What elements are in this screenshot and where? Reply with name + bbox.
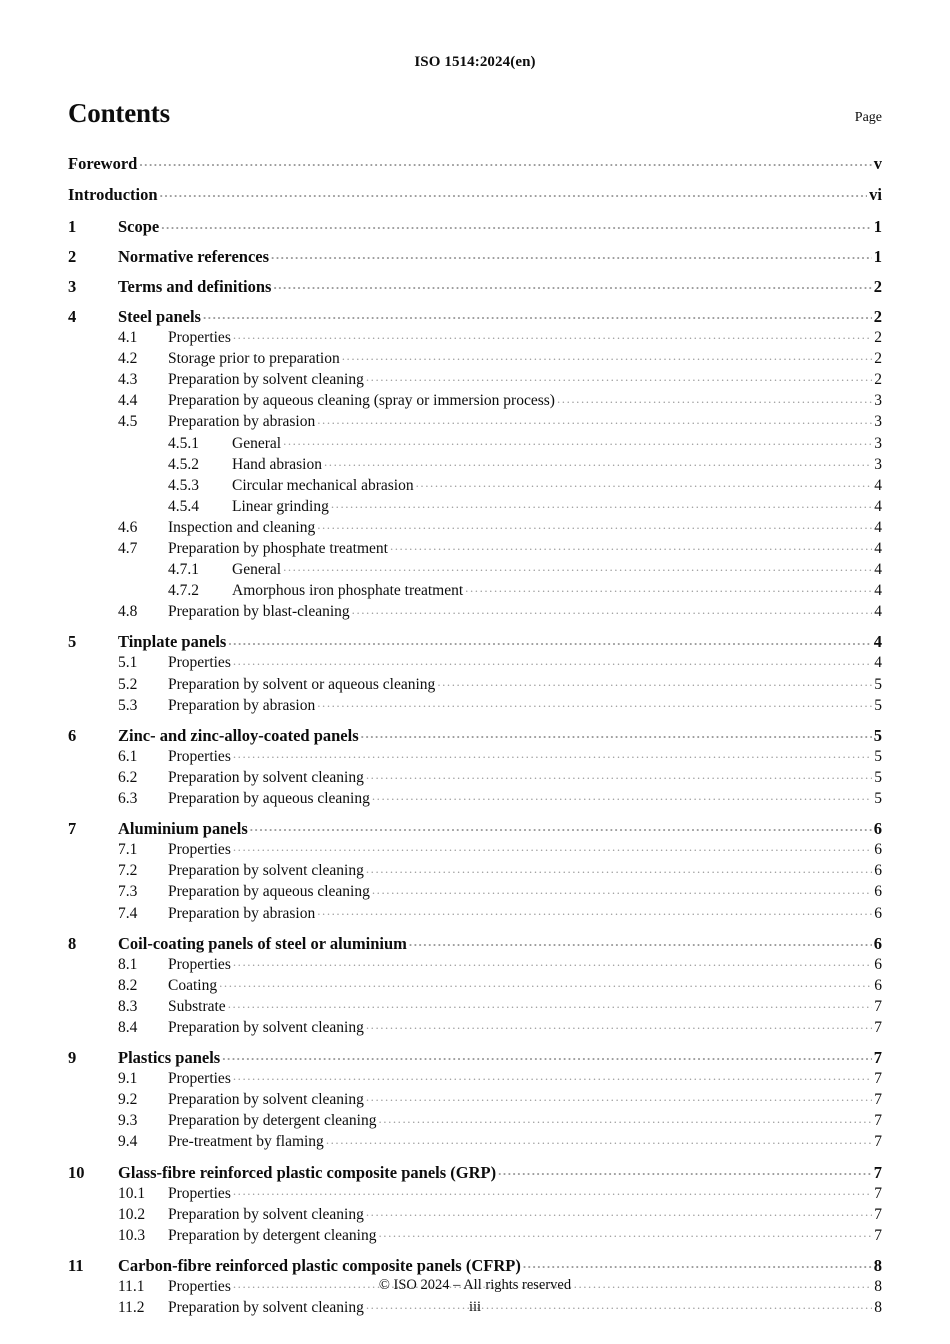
copyright-notice: © ISO 2024 – All rights reserved bbox=[378, 1277, 572, 1293]
toc-entry[interactable] bbox=[68, 390, 882, 411]
toc-entry[interactable] bbox=[68, 453, 882, 474]
toc-entry[interactable] bbox=[68, 184, 882, 205]
toc-entry-title: Glass-fibre reinforced plastic composite panels (GRP) bbox=[118, 1162, 497, 1182]
toc-entry-page-number: 7 bbox=[874, 1184, 882, 1202]
toc-entry[interactable] bbox=[68, 881, 882, 902]
toc-entry-title: Steel panels bbox=[118, 306, 201, 326]
toc-entry-title: Preparation by abrasion bbox=[168, 904, 316, 922]
toc-entry-page-number: 7 bbox=[874, 1133, 882, 1151]
toc-leader-dots bbox=[326, 1131, 872, 1147]
toc-entry[interactable] bbox=[68, 1131, 882, 1152]
toc-entry-title: Preparation by solvent cleaning bbox=[168, 1018, 364, 1036]
toc-entry-title: Preparation by solvent cleaning bbox=[168, 1091, 364, 1109]
toc-entry[interactable] bbox=[68, 1254, 882, 1275]
toc-entry-title: Properties bbox=[168, 329, 231, 347]
toc-entry[interactable] bbox=[68, 974, 882, 995]
toc-entry-title: Preparation by solvent or aqueous cleaning bbox=[168, 675, 436, 693]
toc-entry-page-number: 7 bbox=[874, 1091, 882, 1109]
toc-entry-page-number: 5 bbox=[874, 790, 882, 808]
toc-entry-page-number: 4 bbox=[874, 654, 882, 672]
toc-entry[interactable] bbox=[68, 932, 882, 953]
toc-entry-number: 6.3 bbox=[118, 790, 138, 808]
toc-entry[interactable] bbox=[68, 766, 882, 787]
toc-entry-number: 5.2 bbox=[118, 675, 138, 693]
running-header: ISO 1514:2024(en) bbox=[414, 54, 536, 70]
toc-leader-dots bbox=[498, 1161, 872, 1178]
toc-entry-page-number: 2 bbox=[874, 371, 882, 389]
toc-entry-number: 9 bbox=[68, 1048, 77, 1068]
toc-entry-page-number: 6 bbox=[874, 841, 882, 859]
toc-entry[interactable] bbox=[68, 1068, 882, 1089]
toc-entry-number: 4.5.4 bbox=[168, 497, 199, 515]
toc-entry-page-number: v bbox=[873, 153, 882, 173]
toc-leader-dots bbox=[523, 1254, 872, 1271]
toc-leader-dots bbox=[366, 1089, 872, 1105]
toc-entry[interactable] bbox=[68, 1016, 882, 1037]
toc-leader-dots bbox=[342, 348, 873, 364]
toc-entry-page-number: 2 bbox=[874, 329, 882, 347]
toc-entry-page-number: 5 bbox=[874, 675, 882, 693]
toc-leader-dots bbox=[366, 860, 872, 876]
toc-entry-title: Preparation by solvent cleaning bbox=[168, 1205, 364, 1223]
toc-entry-title: Preparation by solvent cleaning bbox=[168, 371, 364, 389]
toc-entry-title: General bbox=[232, 434, 282, 452]
toc-leader-dots bbox=[324, 453, 872, 469]
toc-entry-page-number: 6 bbox=[874, 883, 882, 901]
toc-entry-title: Substrate bbox=[168, 997, 226, 1015]
toc-entry-title: Circular mechanical abrasion bbox=[232, 476, 414, 494]
toc-entry-number: 3 bbox=[68, 276, 77, 296]
toc-entry-page-number: 7 bbox=[874, 1226, 882, 1244]
toc-entry-title: Properties bbox=[168, 1184, 231, 1202]
toc-entry-number: 9.4 bbox=[118, 1133, 138, 1151]
toc-entry-number: 8 bbox=[68, 933, 77, 953]
toc-entry[interactable] bbox=[68, 369, 882, 390]
toc-leader-dots bbox=[222, 1047, 872, 1064]
toc-entry-number: 7.1 bbox=[118, 841, 138, 859]
toc-entry-number: 10.1 bbox=[118, 1184, 146, 1202]
toc-entry-number: 4.7.2 bbox=[168, 582, 199, 600]
toc-entry-number: 7.2 bbox=[118, 862, 138, 880]
toc-entry-title: Hand abrasion bbox=[232, 455, 322, 473]
toc-entry[interactable] bbox=[68, 1203, 882, 1224]
toc-entry-number: 6 bbox=[68, 725, 77, 745]
toc-leader-dots bbox=[465, 580, 872, 596]
toc-leader-dots bbox=[372, 881, 872, 897]
toc-leader-dots bbox=[361, 724, 872, 741]
toc-entry-page-number: 6 bbox=[874, 955, 882, 973]
toc-entry-number: 7 bbox=[68, 819, 77, 839]
toc-entry-title: Preparation by solvent cleaning bbox=[168, 768, 364, 786]
toc-entry-page-number: 4 bbox=[873, 632, 882, 652]
toc-entry-number: 6.1 bbox=[118, 747, 138, 765]
toc-entry[interactable] bbox=[68, 839, 882, 860]
toc-entry-title: Storage prior to preparation bbox=[168, 350, 340, 368]
toc-leader-dots bbox=[317, 516, 872, 532]
toc-entry-page-number: 5 bbox=[874, 768, 882, 786]
toc-entry[interactable] bbox=[68, 580, 882, 601]
toc-leader-dots bbox=[366, 766, 872, 782]
contents-title-row bbox=[68, 97, 882, 133]
table-of-contents bbox=[68, 152, 882, 1318]
toc-entry-title: Carbon-fibre reinforced plastic composite panels (CFRP) bbox=[118, 1255, 521, 1275]
toc-leader-dots bbox=[352, 601, 873, 617]
toc-entry-page-number: 8 bbox=[874, 1278, 882, 1295]
toc-entry[interactable] bbox=[68, 327, 882, 348]
toc-leader-dots bbox=[366, 1016, 872, 1032]
toc-entry-number: 8.1 bbox=[118, 955, 138, 973]
toc-leader-dots bbox=[273, 275, 871, 292]
toc-leader-dots bbox=[203, 305, 872, 322]
toc-entry-page-number: 7 bbox=[873, 1162, 882, 1182]
toc-entry[interactable] bbox=[68, 694, 882, 715]
toc-leader-dots bbox=[233, 1182, 872, 1198]
toc-entry-title: Zinc- and zinc-alloy-coated panels bbox=[118, 725, 359, 745]
toc-entry-page-number: 7 bbox=[874, 997, 882, 1015]
toc-entry[interactable] bbox=[68, 348, 882, 369]
toc-leader-dots bbox=[233, 652, 872, 668]
toc-leader-dots bbox=[139, 152, 871, 169]
toc-leader-dots bbox=[271, 245, 872, 262]
toc-entry-number: 4.7.1 bbox=[168, 561, 199, 579]
toc-entry-title: Properties bbox=[168, 1070, 231, 1088]
toc-entry-page-number: 3 bbox=[874, 392, 882, 410]
toc-entry[interactable] bbox=[68, 995, 882, 1016]
toc-entry[interactable] bbox=[68, 474, 882, 495]
toc-entry-page-number: 7 bbox=[874, 1070, 882, 1088]
toc-entry-title: Preparation by aqueous cleaning (spray or immersion process) bbox=[168, 392, 555, 410]
toc-entry-number: 4.3 bbox=[118, 371, 138, 389]
toc-leader-dots bbox=[283, 432, 872, 448]
toc-entry-page-number: 4 bbox=[874, 497, 882, 515]
toc-entry-page-number: 7 bbox=[874, 1112, 882, 1130]
toc-entry-title: General bbox=[232, 561, 282, 579]
toc-entry-page-number: 6 bbox=[874, 862, 882, 880]
toc-entry-number: 9.3 bbox=[118, 1112, 138, 1130]
toc-leader-dots bbox=[160, 184, 868, 201]
toc-leader-dots bbox=[233, 953, 872, 969]
toc-leader-dots bbox=[233, 839, 872, 855]
toc-leader-dots bbox=[283, 559, 872, 575]
toc-leader-dots bbox=[228, 631, 871, 648]
toc-leader-dots bbox=[250, 818, 872, 835]
toc-entry-number: 6.2 bbox=[118, 768, 138, 786]
toc-entry-title: Amorphous iron phosphate treatment bbox=[232, 582, 464, 600]
toc-entry[interactable] bbox=[68, 215, 882, 236]
toc-entry-page-number: 5 bbox=[873, 725, 882, 745]
toc-entry-number: 7.3 bbox=[118, 883, 138, 901]
toc-entry-title: Properties bbox=[168, 841, 231, 859]
toc-entry-page-number: 5 bbox=[874, 696, 882, 714]
toc-entry-title: Properties bbox=[168, 955, 231, 973]
toc-entry-title: Preparation by abrasion bbox=[168, 413, 316, 431]
toc-leader-dots bbox=[416, 474, 873, 490]
toc-entry[interactable] bbox=[68, 745, 882, 766]
toc-entry-number: 1 bbox=[68, 216, 77, 236]
toc-leader-dots bbox=[233, 327, 872, 343]
toc-entry-page-number: 8 bbox=[874, 1299, 882, 1317]
toc-entry-page-number: 3 bbox=[874, 413, 882, 431]
toc-entry-title: Introduction bbox=[68, 185, 158, 205]
toc-entry-page-number: 3 bbox=[874, 434, 882, 452]
toc-entry-page-number: 5 bbox=[874, 747, 882, 765]
toc-entry-title: Properties bbox=[168, 1278, 231, 1295]
toc-entry-number: 2 bbox=[68, 246, 77, 266]
toc-entry-number: 11.2 bbox=[118, 1299, 145, 1317]
toc-entry-title: Preparation by detergent cleaning bbox=[168, 1226, 377, 1244]
toc-entry[interactable] bbox=[68, 538, 882, 559]
toc-entry-page-number: vi bbox=[869, 185, 882, 205]
toc-entry-number: 5 bbox=[68, 632, 77, 652]
toc-entry[interactable] bbox=[68, 631, 882, 652]
toc-entry[interactable] bbox=[68, 495, 882, 516]
toc-entry[interactable] bbox=[68, 601, 882, 622]
toc-entry[interactable] bbox=[68, 953, 882, 974]
toc-entry-title: Preparation by aqueous cleaning bbox=[168, 883, 370, 901]
toc-entry-number: 5.1 bbox=[118, 654, 138, 672]
toc-entry[interactable] bbox=[68, 516, 882, 537]
toc-entry-page-number: 1 bbox=[873, 216, 882, 236]
toc-entry-number: 10 bbox=[68, 1162, 85, 1182]
toc-entry[interactable] bbox=[68, 559, 882, 580]
toc-entry-number: 4.5 bbox=[118, 413, 138, 431]
toc-leader-dots bbox=[557, 390, 872, 406]
toc-entry[interactable] bbox=[68, 673, 882, 694]
toc-entry-title: Preparation by blast-cleaning bbox=[168, 603, 350, 621]
toc-entry-title: Aluminium panels bbox=[118, 819, 248, 839]
toc-entry[interactable] bbox=[68, 788, 882, 809]
toc-entry-title: Preparation by detergent cleaning bbox=[168, 1112, 377, 1130]
toc-entry-title: Properties bbox=[168, 654, 231, 672]
toc-entry-title: Coil-coating panels of steel or aluminium bbox=[118, 933, 407, 953]
toc-entry-page-number: 1 bbox=[873, 246, 882, 266]
toc-leader-dots bbox=[317, 902, 872, 918]
toc-entry[interactable] bbox=[68, 275, 882, 296]
toc-entry[interactable] bbox=[68, 1089, 882, 1110]
toc-entry-title: Normative references bbox=[118, 246, 270, 266]
toc-entry-page-number: 4 bbox=[874, 476, 882, 494]
toc-entry-number: 4.5.3 bbox=[168, 476, 199, 494]
toc-leader-dots bbox=[437, 673, 872, 689]
toc-entry-page-number: 2 bbox=[874, 350, 882, 368]
toc-leader-dots bbox=[219, 974, 872, 990]
toc-entry-title: Preparation by phosphate treatment bbox=[168, 540, 388, 557]
toc-entry-title: Linear grinding bbox=[232, 497, 329, 515]
toc-entry[interactable] bbox=[68, 860, 882, 881]
toc-entry-number: 10.3 bbox=[118, 1226, 146, 1244]
toc-entry-page-number: 2 bbox=[873, 276, 882, 296]
toc-entry-title: Properties bbox=[168, 747, 231, 765]
toc-entry-title: Inspection and cleaning bbox=[168, 518, 316, 536]
toc-leader-dots bbox=[366, 369, 872, 385]
toc-leader-dots bbox=[372, 788, 872, 804]
toc-entry[interactable] bbox=[68, 1182, 882, 1203]
toc-entry-number: 4.7 bbox=[118, 540, 138, 557]
toc-entry-number: 8.3 bbox=[118, 997, 138, 1015]
toc-entry-title: Plastics panels bbox=[118, 1048, 221, 1068]
toc-entry[interactable] bbox=[68, 1224, 882, 1245]
toc-entry[interactable] bbox=[68, 652, 882, 673]
toc-entry-page-number: 6 bbox=[873, 819, 882, 839]
toc-leader-dots bbox=[233, 1068, 872, 1084]
toc-entry[interactable] bbox=[68, 1047, 882, 1068]
toc-entry-number: 4.1 bbox=[118, 329, 138, 347]
toc-entry-number: 4.5.2 bbox=[168, 455, 199, 473]
toc-entry[interactable] bbox=[68, 245, 882, 266]
toc-entry-number: 8.4 bbox=[118, 1018, 138, 1036]
toc-entry-number: 9.1 bbox=[118, 1070, 138, 1088]
toc-entry-number: 8.2 bbox=[118, 976, 138, 994]
toc-entry-page-number: 4 bbox=[874, 582, 882, 600]
toc-entry-number: 5.3 bbox=[118, 696, 138, 714]
toc-entry-page-number: 3 bbox=[874, 455, 882, 473]
toc-leader-dots bbox=[378, 1224, 872, 1240]
toc-leader-dots bbox=[378, 1110, 872, 1126]
toc-leader-dots bbox=[228, 995, 873, 1011]
toc-entry-number: 4.6 bbox=[118, 518, 138, 536]
toc-entry[interactable] bbox=[68, 1161, 882, 1182]
toc-entry-title: Coating bbox=[168, 976, 218, 994]
toc-entry-number: 4.8 bbox=[118, 603, 138, 621]
toc-entry-page-number: 4 bbox=[874, 518, 882, 536]
toc-entry-page-number: 4 bbox=[874, 603, 882, 621]
toc-entry[interactable] bbox=[68, 432, 882, 453]
toc-entry-page-number: 8 bbox=[873, 1255, 882, 1275]
toc-entry-number: 4.4 bbox=[118, 392, 138, 410]
toc-entry-number: 4.2 bbox=[118, 350, 138, 368]
toc-entry-page-number: 6 bbox=[874, 976, 882, 994]
toc-leader-dots bbox=[331, 495, 872, 511]
toc-entry-page-number: 7 bbox=[874, 1018, 882, 1036]
toc-leader-dots bbox=[233, 745, 872, 761]
toc-entry-page-number: 6 bbox=[874, 904, 882, 922]
toc-leader-dots bbox=[409, 932, 872, 949]
toc-entry-page-number: 2 bbox=[873, 306, 882, 326]
toc-entry[interactable] bbox=[68, 902, 882, 923]
toc-entry-title: Preparation by abrasion bbox=[168, 696, 316, 714]
toc-entry-number: 10.2 bbox=[118, 1205, 146, 1223]
toc-entry-page-number: 7 bbox=[873, 1048, 882, 1068]
toc-entry-title: Pre-treatment by flaming bbox=[168, 1133, 324, 1151]
toc-entry-number: 11.1 bbox=[118, 1278, 145, 1295]
toc-entry[interactable] bbox=[68, 724, 882, 745]
toc-entry-number: 7.4 bbox=[118, 904, 138, 922]
toc-entry-title: Terms and definitions bbox=[118, 276, 272, 296]
page-title: Contents bbox=[68, 98, 170, 128]
toc-entry-number: 9.2 bbox=[118, 1091, 138, 1109]
toc-leader-dots bbox=[317, 411, 872, 427]
toc-entry-number: 11 bbox=[68, 1255, 84, 1275]
toc-entry-page-number: 4 bbox=[874, 540, 882, 557]
toc-entry-page-number: 6 bbox=[873, 933, 882, 953]
toc-entry-title: Preparation by solvent cleaning bbox=[168, 1299, 364, 1317]
toc-entry-number: 4.5.1 bbox=[168, 434, 199, 452]
page-number-folio: iii bbox=[468, 1299, 482, 1315]
toc-entry-page-number: 4 bbox=[874, 561, 882, 579]
toc-leader-dots bbox=[390, 538, 872, 554]
toc-entry[interactable] bbox=[68, 152, 882, 173]
toc-entry-page-number: 7 bbox=[874, 1205, 882, 1223]
toc-entry-title: Scope bbox=[118, 216, 160, 236]
toc-entry-title: Preparation by aqueous cleaning bbox=[168, 790, 370, 808]
toc-entry-title: Preparation by solvent cleaning bbox=[168, 862, 364, 880]
toc-leader-dots bbox=[366, 1203, 872, 1219]
toc-entry-title: Tinplate panels bbox=[118, 632, 227, 652]
toc-entry-number: 4 bbox=[68, 306, 77, 326]
toc-entry[interactable] bbox=[68, 411, 882, 432]
toc-entry[interactable] bbox=[68, 818, 882, 839]
page-column-header: Page bbox=[854, 110, 882, 125]
toc-leader-dots bbox=[161, 215, 872, 232]
toc-entry-title: Foreword bbox=[68, 153, 138, 173]
toc-entry[interactable] bbox=[68, 305, 882, 326]
toc-entry[interactable] bbox=[68, 1110, 882, 1131]
toc-leader-dots bbox=[317, 694, 872, 710]
